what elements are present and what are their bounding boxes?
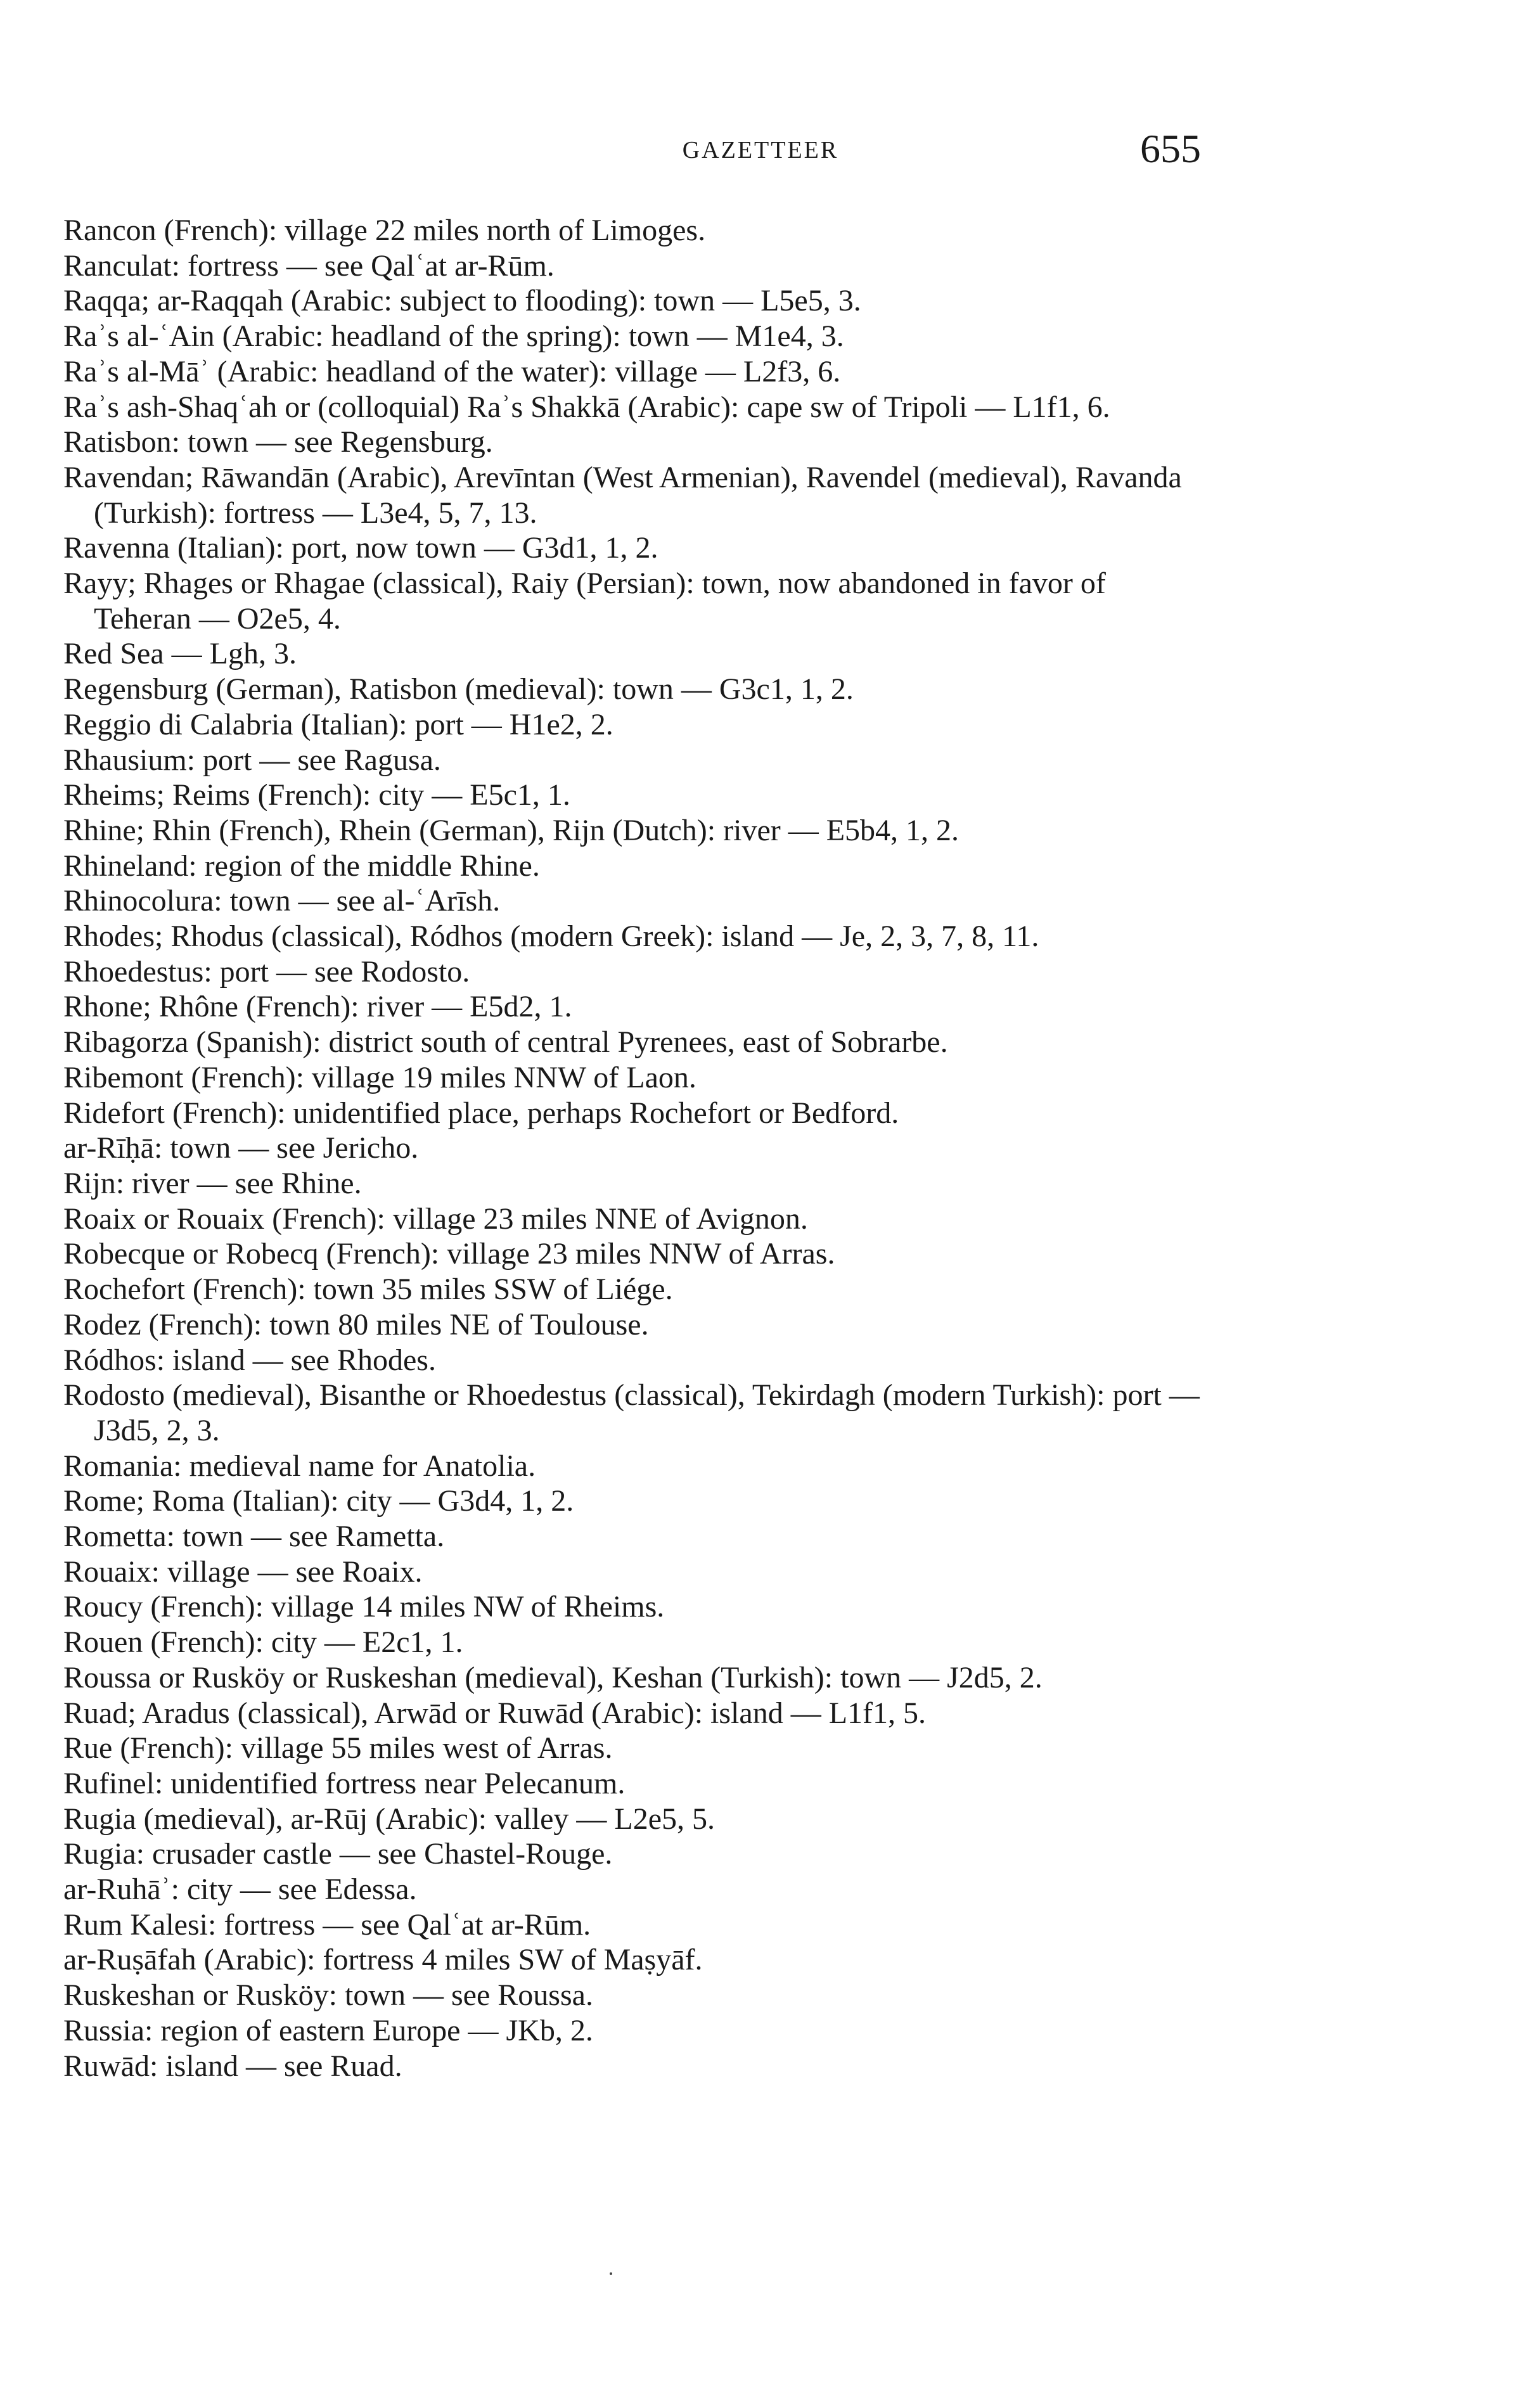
gazetteer-entry: Rometta: town — see Rametta.	[63, 1520, 445, 1554]
gazetteer-entry: Red Sea — Lgh, 3.	[63, 637, 297, 671]
gazetteer-entry: Ruwād: island — see Ruad.	[63, 2049, 402, 2083]
gazetteer-entry: Romania: medieval name for Anatolia.	[63, 1449, 536, 1483]
gazetteer-entry: Rhausium: port — see Ragusa.	[63, 743, 441, 777]
gazetteer-entry: Rancon (French): village 22 miles north of Limoges.	[63, 214, 706, 247]
gazetteer-entry: Rodosto (medieval), Bisanthe or Rhoedestus (classical), Tekirdagh (modern Turkish): port — J3d5, 2, 3.	[63, 1378, 1200, 1447]
gazetteer-entry: Ravenna (Italian): port, now town — G3d1, 1, 2.	[63, 531, 658, 565]
gazetteer-entry: Ravendan; Rāwandān (Arabic), Arevīntan (West Armenian), Ravendel (medieval), Ravanda (Turkish): fortress — L3e4, 5, 7, 13.	[63, 460, 1182, 530]
gazetteer-entry: Roaix or Rouaix (French): village 23 miles NNE of Avignon.	[63, 1201, 808, 1236]
gazetteer-entry: Ruad; Aradus (classical), Arwād or Ruwād (Arabic): island — L1f1, 5.	[63, 1696, 926, 1730]
gazetteer-entry: Ribemont (French): village 19 miles NNW of Laon.	[63, 1060, 696, 1094]
gazetteer-entry: Rochefort (French): town 35 miles SSW of Liége.	[63, 1272, 673, 1307]
gazetteer-entry: Ródhos: island — see Rhodes.	[63, 1343, 436, 1377]
gazetteer-entry: Ratisbon: town — see Regensburg.	[63, 425, 493, 459]
gazetteer-entry: Rijn: river — see Rhine.	[63, 1166, 362, 1200]
page-number: 655	[1140, 126, 1201, 171]
gazetteer-entry: Rhoedestus: port — see Rodosto.	[63, 954, 470, 989]
gazetteer-entry: Roussa or Rusköy or Ruskeshan (medieval), Keshan (Turkish): town — J2d5, 2.	[63, 1660, 1043, 1694]
gazetteer-entry: Rhodes; Rhodus (classical), Ródhos (modern Greek): island — Je, 2, 3, 7, 8, 11.	[63, 919, 1039, 954]
gazetteer-entry: Raʾs al-ʿAin (Arabic: headland of the spring): town — M1e4, 3.	[63, 319, 844, 354]
gazetteer-entry: Ranculat: fortress — see Qalʿat ar-Rūm.	[63, 248, 555, 283]
gazetteer-entry: Rugia: crusader castle — see Chastel-Rouge.	[63, 1837, 613, 1871]
gazetteer-entry: ar-Ruhāʾ: city — see Edessa.	[63, 1873, 417, 1907]
gazetteer-entry: Rodez (French): town 80 miles NE of Toulouse.	[63, 1307, 649, 1342]
gazetteer-entry: Rouaix: village — see Roaix.	[63, 1554, 423, 1589]
gazetteer-entry: Rhineland: region of the middle Rhine.	[63, 849, 540, 883]
gazetteer-entry: Roucy (French): village 14 miles NW of Rheims.	[63, 1590, 665, 1624]
gazetteer-entry-list	[63, 213, 1204, 2084]
gazetteer-entry: Rhinocolura: town — see al-ʿArīsh.	[63, 884, 501, 918]
gazetteer-entry: Raʾs al-Māʾ (Arabic: headland of the water): village — L2f3, 6.	[63, 354, 841, 388]
gazetteer-entry: Ruskeshan or Rusköy: town — see Roussa.	[63, 1978, 593, 2013]
gazetteer-entry: Rum Kalesi: fortress — see Qalʿat ar-Rūm.	[63, 1907, 591, 1942]
gazetteer-entry: Raqqa; ar-Raqqah (Arabic: subject to flooding): town — L5e5, 3.	[63, 284, 861, 318]
gazetteer-entry: Rufinel: unidentified fortress near Pelecanum.	[63, 1766, 626, 1800]
gazetteer-entry: Russia: region of eastern Europe — JKb, 2.	[63, 2013, 593, 2047]
running-title: GAZETTEER	[682, 137, 839, 163]
printer-dot	[610, 2272, 612, 2275]
gazetteer-entry: Raʾs ash-Shaqʿah or (colloquial) Raʾs Shakkā (Arabic): cape sw of Tripoli — L1f1, 6.	[63, 390, 1110, 424]
gazetteer-entry: Ribagorza (Spanish): district south of central Pyrenees, east of Sobrarbe.	[63, 1025, 948, 1060]
gazetteer-entry: Reggio di Calabria (Italian): port — H1e2, 2.	[63, 707, 613, 741]
gazetteer-entry: Rhone; Rhône (French): river — E5d2, 1.	[63, 990, 572, 1024]
gazetteer-entry: ar-Ruṣāfah (Arabic): fortress 4 miles SW of Maṣyāf.	[63, 1943, 703, 1977]
gazetteer-entry: Rayy; Rhages or Rhagae (classical), Raiy (Persian): town, now abandoned in favor of Teheran — O2e5, 4.	[63, 567, 1106, 636]
gazetteer-entry: Robecque or Robecq (French): village 23 miles NNW of Arras.	[63, 1237, 835, 1271]
gazetteer-entry: ar-Rīḥā: town — see Jericho.	[63, 1131, 419, 1165]
gazetteer-entry: Ridefort (French): unidentified place, perhaps Rochefort or Bedford.	[63, 1096, 899, 1130]
gazetteer-entry: Rome; Roma (Italian): city — G3d4, 1, 2.	[63, 1484, 574, 1518]
gazetteer-entry: Regensburg (German), Ratisbon (medieval): town — G3c1, 1, 2.	[63, 672, 854, 707]
gazetteer-entry: Rheims; Reims (French): city — E5c1, 1.	[63, 778, 570, 812]
gazetteer-entry: Rugia (medieval), ar-Rūj (Arabic): valley — L2e5, 5.	[63, 1802, 716, 1836]
gazetteer-entry: Rue (French): village 55 miles west of Arras.	[63, 1731, 613, 1765]
gazetteer-entry: Rouen (French): city — E2c1, 1.	[63, 1625, 463, 1660]
gazetteer-entry: Rhine; Rhin (French), Rhein (German), Rijn (Dutch): river — E5b4, 1, 2.	[63, 813, 959, 847]
